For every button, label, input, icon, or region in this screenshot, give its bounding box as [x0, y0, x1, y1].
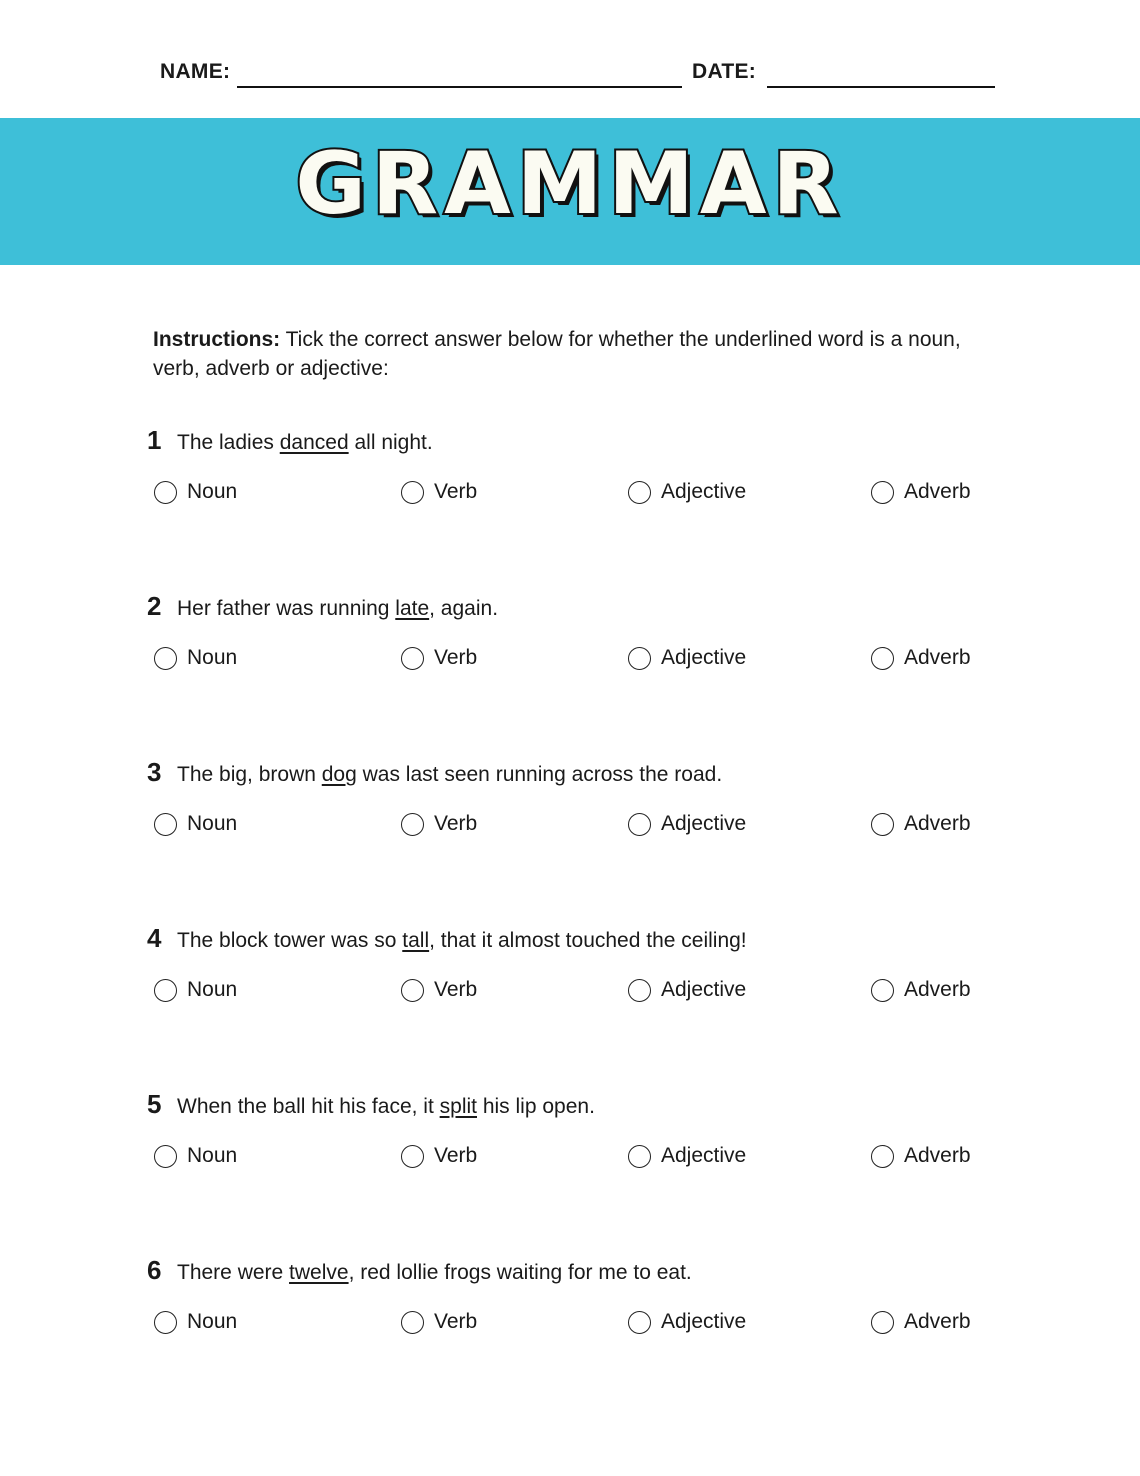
option-verb[interactable] — [401, 809, 477, 839]
option-label: Verb — [434, 978, 478, 1001]
option-adverb[interactable] — [871, 975, 971, 1005]
date-label: DATE: — [692, 60, 757, 83]
radio-button[interactable] — [154, 481, 177, 504]
sentence-before: The ladies — [177, 431, 280, 454]
option-label: Adjective — [661, 1310, 747, 1333]
radio-button[interactable] — [401, 481, 424, 504]
option-noun[interactable] — [154, 643, 237, 673]
radio-button[interactable] — [628, 979, 651, 1002]
option-adjective[interactable] — [628, 643, 746, 673]
question-text-line — [147, 1089, 595, 1120]
sentence-after: , red lollie frogs waiting for me to eat. — [348, 1261, 692, 1284]
radio-button[interactable] — [401, 1145, 424, 1168]
radio-button[interactable] — [871, 1311, 894, 1334]
question-number: 6 — [147, 1255, 162, 1285]
question-text-line — [147, 923, 747, 954]
option-adjective[interactable] — [628, 809, 746, 839]
radio-button[interactable] — [871, 979, 894, 1002]
radio-button[interactable] — [401, 647, 424, 670]
radio-button[interactable] — [871, 1145, 894, 1168]
sentence-before: Her father was running — [177, 597, 396, 620]
question-sentence — [177, 597, 498, 620]
question-text-line — [147, 757, 722, 788]
radio-button[interactable] — [628, 481, 651, 504]
option-label: Noun — [187, 480, 238, 503]
radio-button[interactable] — [628, 1145, 651, 1168]
option-label: Verb — [434, 812, 478, 835]
sentence-before: When the ball hit his face, it — [177, 1095, 440, 1118]
question-sentence — [177, 763, 722, 786]
option-label: Verb — [434, 1144, 478, 1167]
option-label: Noun — [187, 1144, 238, 1167]
question-text-line — [147, 591, 498, 622]
question-2 — [147, 591, 1007, 711]
radio-button[interactable] — [871, 481, 894, 504]
option-label: Adverb — [904, 812, 971, 835]
name-field[interactable] — [237, 86, 682, 88]
instructions — [153, 325, 1013, 383]
option-label: Noun — [187, 646, 238, 669]
option-label: Adjective — [661, 480, 747, 503]
option-verb[interactable] — [401, 1307, 477, 1337]
underlined-word: dog — [321, 763, 357, 786]
option-label: Noun — [187, 1310, 238, 1333]
radio-button[interactable] — [154, 813, 177, 836]
question-number: 5 — [147, 1089, 162, 1119]
option-label: Adverb — [904, 978, 971, 1001]
option-noun[interactable] — [154, 975, 237, 1005]
question-sentence — [177, 929, 747, 952]
option-label: Verb — [434, 1310, 478, 1333]
radio-button[interactable] — [401, 979, 424, 1002]
option-label: Adverb — [904, 646, 971, 669]
option-noun[interactable] — [154, 1141, 237, 1171]
option-verb[interactable] — [401, 1141, 477, 1171]
question-text-line — [147, 425, 433, 456]
option-label: Adverb — [904, 1144, 971, 1167]
question-sentence — [177, 431, 433, 454]
option-label: Adjective — [661, 978, 747, 1001]
radio-button[interactable] — [628, 647, 651, 670]
underlined-word: twelve — [289, 1261, 349, 1284]
sentence-before: The block tower was so — [177, 929, 403, 952]
option-noun[interactable] — [154, 809, 237, 839]
radio-button[interactable] — [871, 647, 894, 670]
option-noun[interactable] — [154, 1307, 237, 1337]
name-date-row — [160, 60, 1000, 90]
question-number: 3 — [147, 757, 162, 787]
instructions-text: Tick the correct answer below for whether the underlined word is a noun, verb, adverb or adjective: — [153, 328, 961, 380]
option-verb[interactable] — [401, 975, 477, 1005]
option-label: Noun — [187, 812, 238, 835]
instructions-label: Instructions: — [153, 328, 281, 351]
question-sentence — [177, 1095, 595, 1118]
question-text-line — [147, 1255, 692, 1286]
option-adverb[interactable] — [871, 643, 971, 673]
option-label: Verb — [434, 646, 478, 669]
option-label: Adjective — [661, 646, 747, 669]
radio-button[interactable] — [628, 813, 651, 836]
question-4 — [147, 923, 1007, 1043]
date-field[interactable] — [767, 86, 995, 88]
underlined-word: late — [395, 597, 430, 620]
option-adjective[interactable] — [628, 1141, 746, 1171]
sentence-after: , again. — [429, 597, 499, 620]
option-adjective[interactable] — [628, 477, 746, 507]
sentence-before: There were — [177, 1261, 290, 1284]
option-label: Noun — [187, 978, 238, 1001]
option-adjective[interactable] — [628, 975, 746, 1005]
question-number: 4 — [147, 923, 162, 953]
radio-button[interactable] — [154, 1311, 177, 1334]
sentence-after: his lip open. — [477, 1095, 595, 1118]
underlined-word: split — [439, 1095, 477, 1118]
page-title: GRAMMAR — [295, 134, 845, 234]
radio-button[interactable] — [401, 1311, 424, 1334]
option-verb[interactable] — [401, 477, 477, 507]
option-adverb[interactable] — [871, 1307, 971, 1337]
title-banner — [0, 118, 1140, 265]
option-adverb[interactable] — [871, 809, 971, 839]
option-label: Adverb — [904, 480, 971, 503]
question-3 — [147, 757, 1007, 877]
question-sentence — [177, 1261, 692, 1284]
radio-button[interactable] — [628, 1311, 651, 1334]
radio-button[interactable] — [154, 647, 177, 670]
radio-button[interactable] — [871, 813, 894, 836]
radio-button[interactable] — [154, 979, 177, 1002]
sentence-after: was last seen running across the road. — [356, 763, 723, 786]
sentence-after: all night. — [348, 431, 433, 454]
question-6 — [147, 1255, 1007, 1375]
option-label: Verb — [434, 480, 478, 503]
question-5 — [147, 1089, 1007, 1209]
option-adjective[interactable] — [628, 1307, 746, 1337]
question-number: 1 — [147, 425, 162, 455]
option-label: Adjective — [661, 812, 747, 835]
underlined-word: tall — [402, 929, 430, 952]
question-number: 2 — [147, 591, 162, 621]
option-adverb[interactable] — [871, 1141, 971, 1171]
option-noun[interactable] — [154, 477, 237, 507]
question-1 — [147, 425, 1007, 545]
radio-button[interactable] — [154, 1145, 177, 1168]
option-label: Adjective — [661, 1144, 747, 1167]
option-verb[interactable] — [401, 643, 477, 673]
sentence-after: , that it almost touched the ceiling! — [429, 929, 747, 952]
option-adverb[interactable] — [871, 477, 971, 507]
radio-button[interactable] — [401, 813, 424, 836]
underlined-word: danced — [279, 431, 349, 454]
name-label: NAME: — [160, 60, 231, 83]
sentence-before: The big, brown — [177, 763, 322, 786]
option-label: Adverb — [904, 1310, 971, 1333]
